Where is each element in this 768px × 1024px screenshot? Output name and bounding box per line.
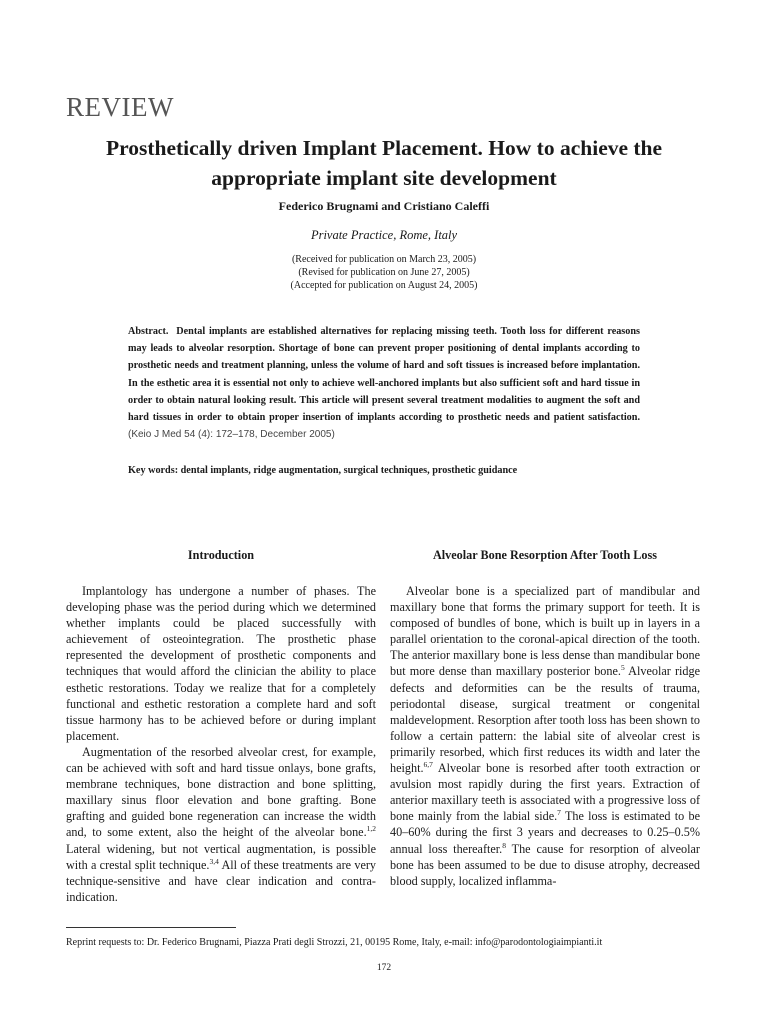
- received-date: (Received for publication on March 23, 2005): [291, 254, 477, 265]
- left-column: [66, 548, 376, 905]
- reprint-request-footnote: Reprint requests to: Dr. Federico Brugnami, Piazza Prati degli Strozzi, 21, 00195 Rome, Italy, e-mail: info@parodontologiaimpianti.it: [66, 937, 603, 948]
- reference-superscript: 1,2: [366, 824, 376, 834]
- introduction-paragraph-2: [66, 744, 376, 905]
- resorption-part-b: Alveolar ridge defects and deformities can be the results of trauma, periodontal disease, surgical treatment or congenital maldevelopment. Resorption after tooth loss has been shown to follow a certain pattern: the labial site of alveolar crest is primarily resorbed, which first reduces its width and later the height.: [390, 664, 700, 776]
- keywords: Key words: dental implants, ridge augmentation, surgical techniques, prosthetic guidance: [128, 465, 518, 476]
- reference-superscript: 6,7: [423, 759, 433, 769]
- footnote-divider: [66, 927, 236, 928]
- revised-date: (Revised for publication on June 27, 2005): [298, 267, 470, 278]
- intro-p2-part-c: All of these treatments are very technique-sensitive and have clear indication and contra-indication.: [66, 857, 377, 904]
- reference-superscript: 7: [557, 808, 561, 818]
- right-column: [390, 548, 700, 889]
- abstract-label: Abstract.: [128, 326, 169, 337]
- article-authors: Federico Brugnami and Cristiano Caleffi: [278, 199, 490, 213]
- resorption-part-d: The loss is estimated to be 40–60% during the first 3 years and decreases to 0.25–0.5% annual loss thereafter.: [390, 809, 700, 856]
- intro-p2-part-a: Augmentation of the resorbed alveolar crest, for example, can be achieved with soft and hard tissue onlays, bone grafts, membrane techniques, bone distraction and bone splitting, maxillary sinus floor elevation and bone grafting. Bone grafting and guided bone regeneration can increase the width and, to some extent, also the height of the alveolar bone.: [66, 744, 376, 840]
- journal-citation: (Keio J Med 54 (4): 172–178, December 2005): [128, 429, 335, 441]
- intro-p2-part-b: Lateral widening, but not vertical augmentation, is possible with a crestal split technique.: [66, 841, 376, 872]
- reference-superscript: 5: [620, 663, 625, 673]
- resorption-part-a: Alveolar bone is a specialized part of mandibular and maxillary bone that forms the primary support for teeth. It is composed of bundles of bone, which is built up in layers in a parallel orientation to the coronal-apical direction of the tooth. The anterior maxillary bone is less dense than mandibular bone but more dense than maxillary posterior bone.: [390, 584, 700, 679]
- introduction-paragraph-1: Implantology has undergone a number of phases. The developing phase was the period during which we determined whether implants could be placed successfully with achievement of osteointegration. The prosthetic phase represented the development of prosthetic components and techniques that would afford the clinician the ability to place esthetic restorations. Today we realize that for a completely functional and esthetic restoration a complete hard and soft tissue harmony has to be achieved before or during implant placement.: [66, 584, 376, 743]
- abstract-text: Dental implants are established alternatives for replacing missing teeth. Tooth loss for different reasons may leads to alveolar resorption. Shortage of bone can prevent proper positioning of dental implants according to prosthetic needs and treatment planning, unless the volume of hard and soft tissues is increased before implantation. In the esthetic area it is essential not only to achieve well-anchored implants but also sufficient soft and hard tissue in order to obtain natural looking result. This article will present several treatment modalities to augment the soft and hard tissues in order to obtain proper insertion of implants according to prosthetic needs and patient satisfaction.: [128, 326, 640, 424]
- article-title: Prosthetically driven Implant Placement. How to achieve the appropriate implant site development: [105, 136, 663, 190]
- abstract: [128, 323, 640, 443]
- resorption-paragraph-1: [390, 583, 700, 889]
- reference-superscript: 3,4: [209, 856, 219, 866]
- resorption-part-c: Alveolar bone is resorbed after tooth extraction or avulsion most rapidly during the first years. Extraction of anterior maxillary teeth is associated with a progressive loss of bone mainly from the labial side.: [390, 761, 700, 824]
- resorption-part-e: The cause for resorption of alveolar bone has been assumed to be due to disuse atrophy, decreased blood supply, localized inflamma-: [390, 841, 700, 888]
- accepted-date: (Accepted for publication on August 24, 2005): [290, 280, 478, 291]
- publication-dates: [60, 253, 708, 292]
- resorption-heading: Alveolar Bone Resorption After Tooth Loss: [432, 548, 657, 562]
- page-number: 172: [376, 963, 392, 973]
- section-label: REVIEW: [66, 92, 174, 122]
- reference-superscript: 8: [502, 840, 506, 850]
- article-affiliation: Private Practice, Rome, Italy: [310, 228, 458, 242]
- introduction-heading: Introduction: [187, 548, 255, 562]
